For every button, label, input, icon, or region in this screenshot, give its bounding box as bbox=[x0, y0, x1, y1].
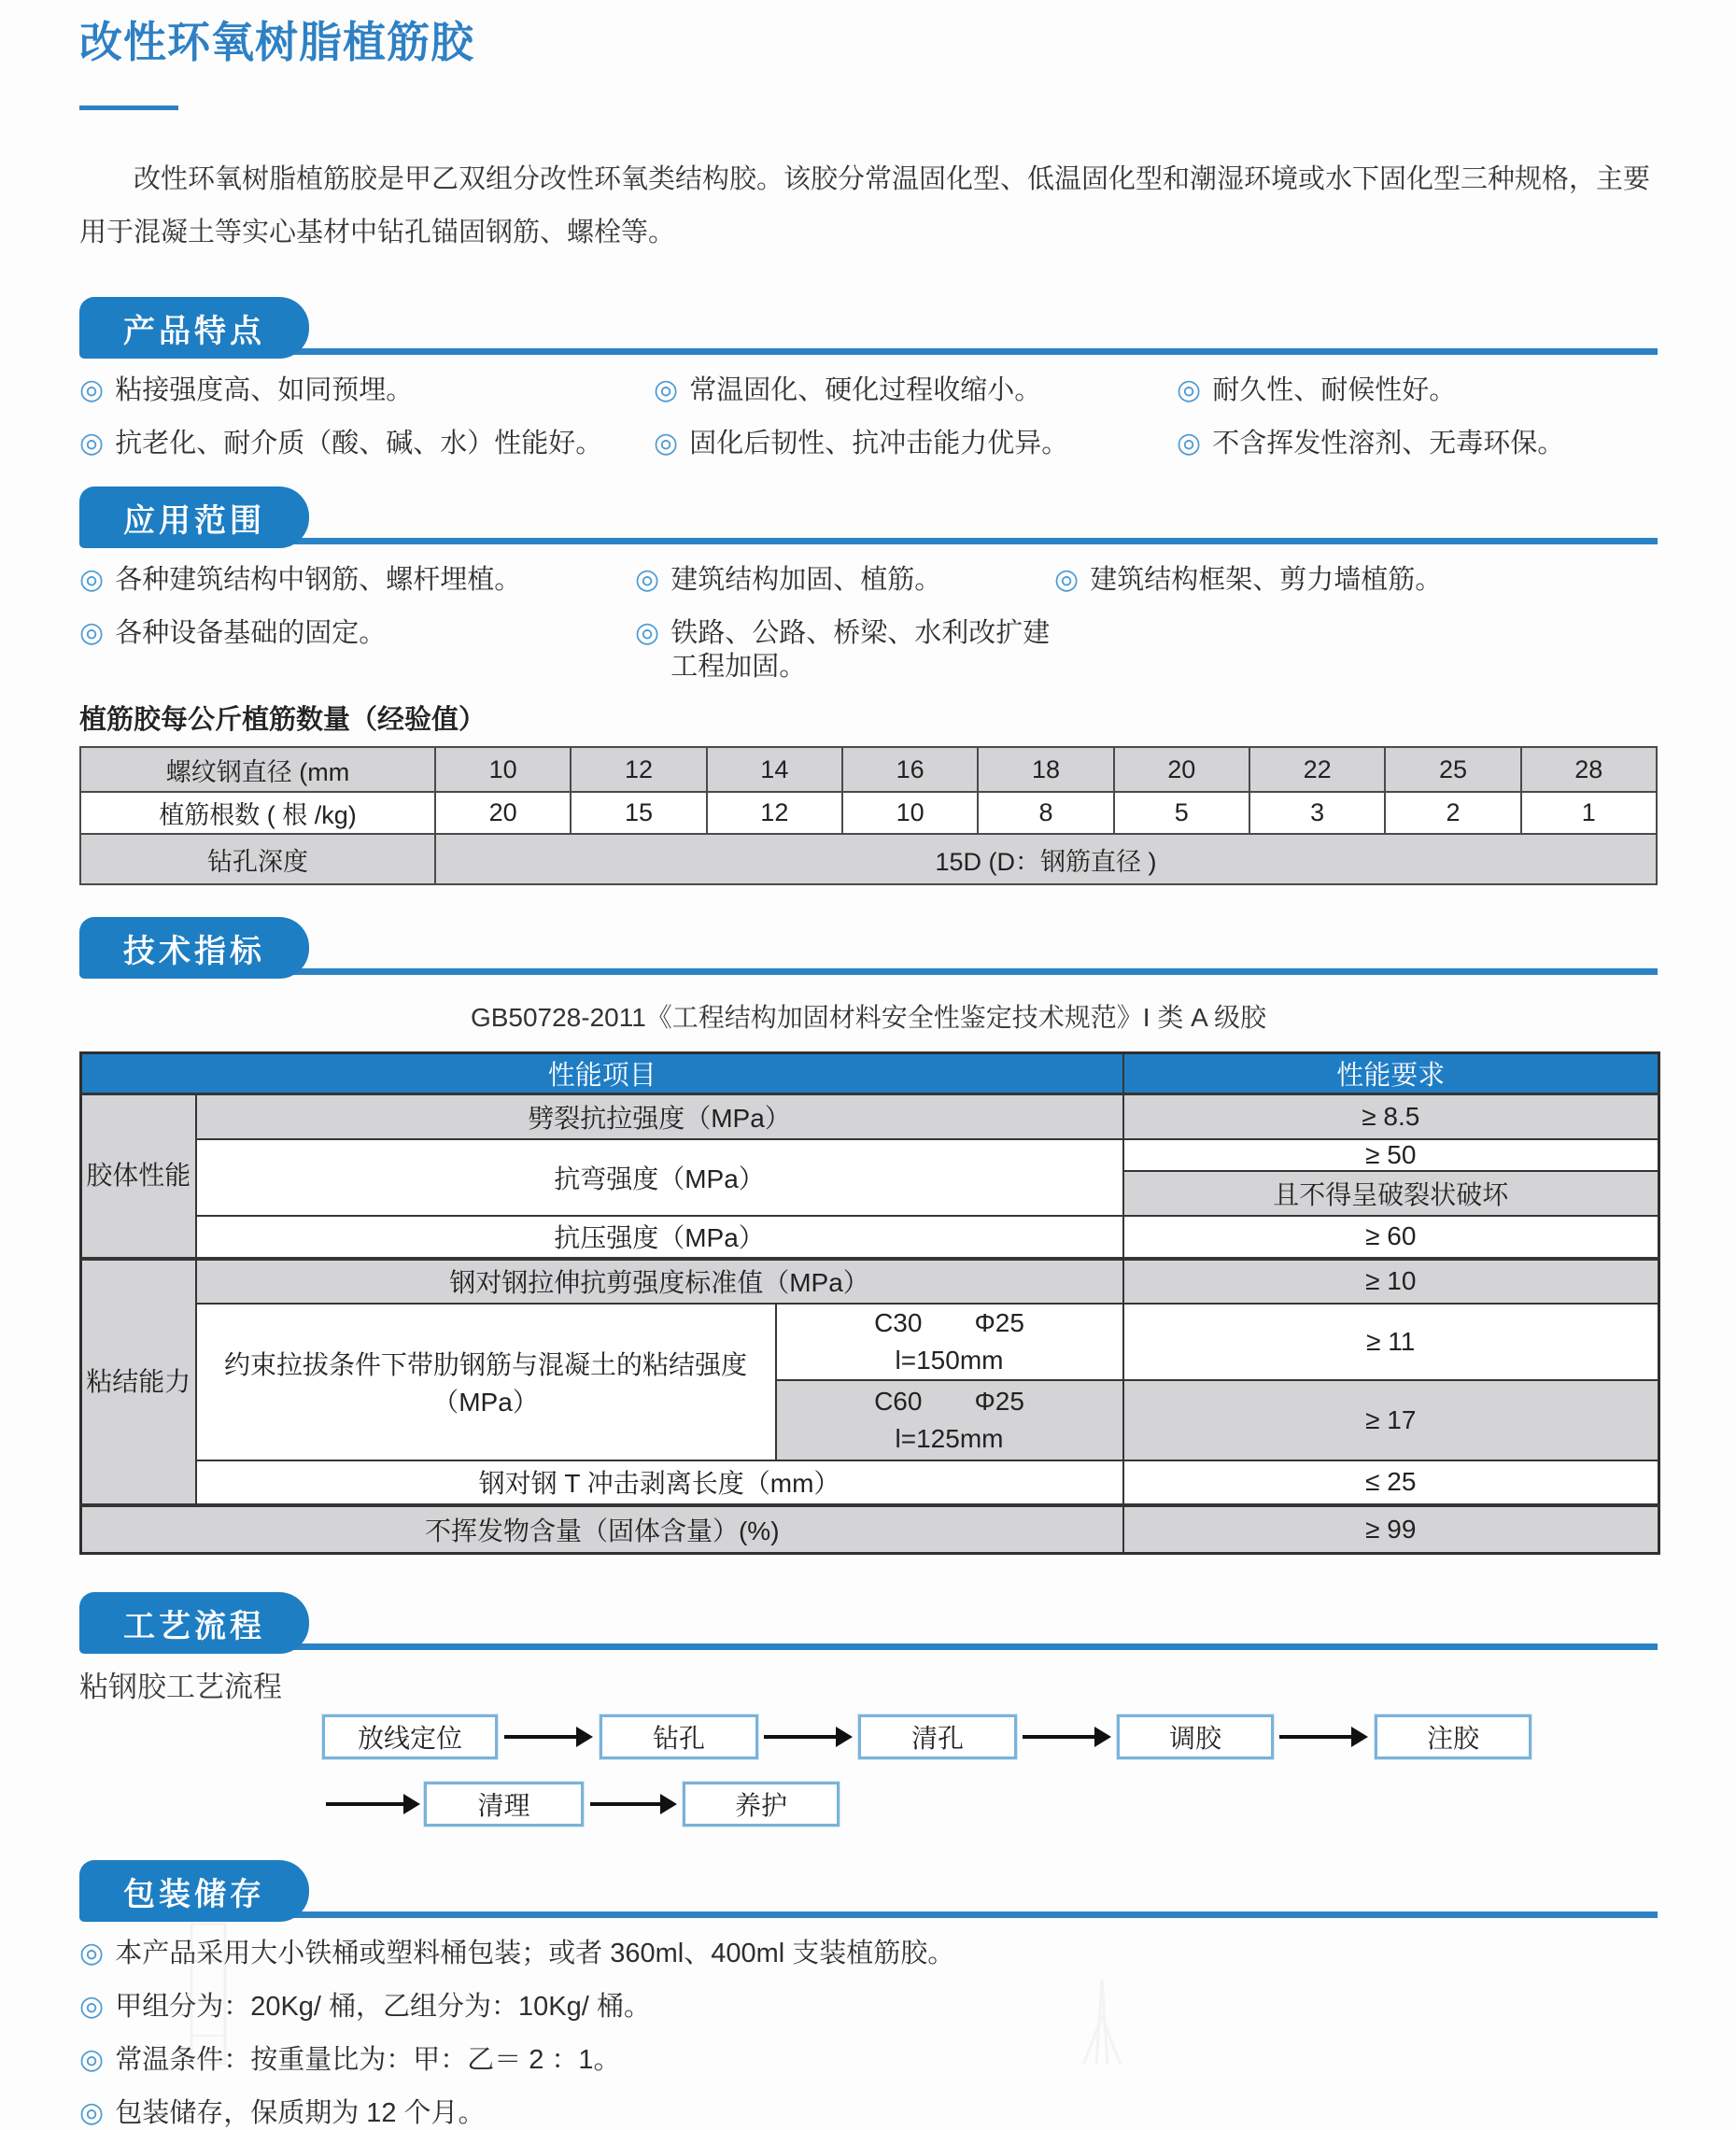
list-item bbox=[79, 2096, 1658, 2130]
table-row bbox=[80, 834, 1657, 884]
column-header: 性能要求 bbox=[1123, 1053, 1659, 1094]
bullet-icon: ◎ bbox=[635, 564, 660, 596]
title-underline bbox=[79, 106, 178, 110]
cell: 20 bbox=[1114, 747, 1249, 792]
flow-step: 清理 bbox=[424, 1782, 584, 1827]
list-item bbox=[79, 427, 654, 460]
cell: 8 bbox=[978, 792, 1113, 834]
bullet-icon: ◎ bbox=[79, 617, 105, 649]
feature-text: 抗老化、耐介质（酸、碱、水）性能好。 bbox=[115, 429, 603, 459]
cell: 25 bbox=[1385, 747, 1520, 792]
section-rule bbox=[79, 348, 1658, 355]
column-header: 性能项目 bbox=[81, 1053, 1123, 1094]
packaging-text: 甲组分为：20Kg/ 桶，乙组分为：10Kg/ 桶。 bbox=[115, 1992, 651, 2023]
intro-paragraph: 改性环氧树脂植筋胶是甲乙双组分改性环氧类结构胶。该胶分常温固化型、低温固化型和潮湿环境或水下固化型三种规格，主要用于混凝土等实心基材中钻孔锚固钢筋、螺栓等。 bbox=[79, 164, 1651, 248]
features-col-1 bbox=[79, 374, 654, 460]
flow-step: 调胶 bbox=[1117, 1714, 1274, 1759]
cell: 2 bbox=[1385, 792, 1520, 834]
process-subtitle: 粘钢胶工艺流程 bbox=[79, 1671, 282, 1704]
section-header-features bbox=[79, 297, 1658, 359]
applications-col-3 bbox=[1054, 563, 1658, 684]
feature-text: 不含挥发性溶剂、无毒环保。 bbox=[1212, 429, 1565, 459]
table-row bbox=[81, 1094, 1659, 1139]
section-header-process bbox=[79, 1592, 1658, 1654]
requirement-cell: ≥ 50 bbox=[1123, 1139, 1659, 1171]
process-badge: 工艺流程 bbox=[79, 1592, 309, 1654]
requirement-cell: ≥ 99 bbox=[1123, 1505, 1659, 1554]
features-badge: 产品特点 bbox=[79, 297, 309, 359]
cell: 20 bbox=[435, 792, 571, 834]
cell: 12 bbox=[707, 792, 842, 834]
bullet-icon: ◎ bbox=[79, 1991, 105, 2023]
condition-cell: C30 Φ25 l=150mm bbox=[776, 1304, 1123, 1380]
list-item bbox=[79, 374, 654, 407]
table-row bbox=[80, 792, 1657, 834]
section-rule bbox=[79, 1911, 1658, 1918]
requirement-cell: ≥ 10 bbox=[1123, 1259, 1659, 1304]
bullet-icon: ◎ bbox=[79, 2097, 105, 2129]
bullet-icon: ◎ bbox=[1177, 428, 1202, 459]
requirement-cell: ≥ 60 bbox=[1123, 1216, 1659, 1259]
rebar-count-table bbox=[79, 746, 1658, 885]
applications-col-2 bbox=[635, 563, 1054, 684]
section-header-applications bbox=[79, 487, 1658, 548]
application-text: 建筑结构框架、剪力墙植筋。 bbox=[1090, 565, 1443, 596]
property-cell: 约束拉拔条件下带肋钢筋与混凝土的粘结强度（MPa） bbox=[196, 1304, 776, 1460]
section-rule bbox=[79, 968, 1658, 975]
group-label: 胶体性能 bbox=[81, 1094, 196, 1259]
application-text: 铁路、公路、桥梁、水利改扩建工程加固。 bbox=[670, 618, 1051, 683]
packaging-text: 包装储存，保质期为 12 个月。 bbox=[115, 2098, 486, 2129]
section-header-packaging bbox=[79, 1860, 1658, 1922]
cell: 1 bbox=[1521, 792, 1657, 834]
bullet-icon: ◎ bbox=[79, 374, 105, 406]
row-header: 钻孔深度 bbox=[80, 834, 435, 884]
list-item bbox=[654, 427, 1177, 460]
features-col-3 bbox=[1177, 374, 1658, 460]
feature-text: 粘接强度高、如同预埋。 bbox=[115, 375, 414, 406]
requirement-cell: 且不得呈破裂状破坏 bbox=[1123, 1171, 1659, 1216]
requirement-cell: ≥ 11 bbox=[1123, 1304, 1659, 1380]
applications-badge: 应用范围 bbox=[79, 487, 309, 548]
specs-badge: 技术指标 bbox=[79, 917, 309, 979]
table-row bbox=[81, 1460, 1659, 1505]
bullet-icon: ◎ bbox=[79, 564, 105, 596]
row-header: 植筋根数 ( 根 /kg) bbox=[80, 792, 435, 834]
section-rule bbox=[79, 1643, 1658, 1650]
cell: 3 bbox=[1249, 792, 1385, 834]
list-item bbox=[79, 616, 635, 650]
list-item bbox=[1177, 427, 1658, 460]
feature-text: 常温固化、硬化过程收缩小。 bbox=[689, 375, 1042, 406]
requirement-cell: ≥ 17 bbox=[1123, 1380, 1659, 1460]
cell: 5 bbox=[1114, 792, 1249, 834]
application-text: 各种设备基础的固定。 bbox=[115, 618, 387, 649]
list-item bbox=[635, 616, 1054, 684]
list-item bbox=[1177, 374, 1658, 407]
requirement-cell: ≥ 8.5 bbox=[1123, 1094, 1659, 1139]
property-cell: 抗弯强度（MPa） bbox=[196, 1139, 1123, 1216]
flow-arrow-icon bbox=[326, 1802, 404, 1806]
list-item bbox=[79, 1990, 1658, 2024]
flow-step: 放线定位 bbox=[322, 1714, 498, 1759]
cell: 12 bbox=[571, 747, 706, 792]
flow-arrow-icon bbox=[590, 1802, 661, 1806]
packaging-badge: 包装储存 bbox=[79, 1860, 309, 1922]
table-row bbox=[80, 747, 1657, 792]
bullet-icon: ◎ bbox=[79, 428, 105, 459]
cell: 15D (D：钢筋直径 ) bbox=[435, 834, 1657, 884]
list-item bbox=[79, 2043, 1658, 2077]
packaging-text: 常温条件：按重量比为：甲：乙＝ 2 ：1。 bbox=[115, 2045, 621, 2076]
property-cell: 不挥发物含量（固体含量）(%) bbox=[81, 1505, 1123, 1554]
cell: 15 bbox=[571, 792, 706, 834]
property-cell: 钢对钢 T 冲击剥离长度（mm） bbox=[196, 1460, 1123, 1505]
application-text: 建筑结构加固、植筋。 bbox=[670, 565, 942, 596]
cell: 22 bbox=[1249, 747, 1385, 792]
feature-text: 固化后韧性、抗冲击能力优异。 bbox=[689, 429, 1069, 459]
applications-list bbox=[79, 563, 1658, 684]
bullet-icon: ◎ bbox=[654, 374, 679, 406]
flow-arrow-icon bbox=[504, 1735, 577, 1739]
cell: 16 bbox=[842, 747, 978, 792]
features-list bbox=[79, 374, 1658, 460]
flow-step: 养护 bbox=[683, 1782, 840, 1827]
cell: 10 bbox=[435, 747, 571, 792]
flow-arrow-icon bbox=[764, 1735, 837, 1739]
cell: 18 bbox=[978, 747, 1113, 792]
table-row bbox=[81, 1139, 1659, 1171]
flow-step: 清孔 bbox=[858, 1714, 1017, 1759]
table-row bbox=[81, 1259, 1659, 1304]
cell: 14 bbox=[707, 747, 842, 792]
table-row bbox=[81, 1505, 1659, 1554]
property-cell: 抗压强度（MPa） bbox=[196, 1216, 1123, 1259]
cell: 28 bbox=[1521, 747, 1657, 792]
property-cell: 钢对钢拉伸抗剪强度标准值（MPa） bbox=[196, 1259, 1123, 1304]
process-flowchart bbox=[79, 1714, 1658, 1834]
features-col-2 bbox=[654, 374, 1177, 460]
standard-note: GB50728-2011《工程结构加固材料安全性鉴定技术规范》I 类 A 级胶 bbox=[470, 1003, 1267, 1033]
row-header: 螺纹钢直径 (mm bbox=[80, 747, 435, 792]
rebar-table-title: 植筋胶每公斤植筋数量（经验值） bbox=[79, 705, 487, 736]
list-item bbox=[654, 374, 1177, 407]
bullet-icon: ◎ bbox=[635, 617, 660, 649]
cell: 10 bbox=[842, 792, 978, 834]
application-text: 各种建筑结构中钢筋、螺杆埋植。 bbox=[115, 565, 522, 596]
packaging-text: 本产品采用大小铁桶或塑料桶包装；或者 360ml、400ml 支装植筋胶。 bbox=[115, 1939, 955, 1969]
flow-arrow-icon bbox=[1279, 1735, 1352, 1739]
bullet-icon: ◎ bbox=[79, 1938, 105, 1969]
list-item bbox=[635, 563, 1054, 597]
section-header-specs bbox=[79, 917, 1658, 979]
applications-col-1 bbox=[79, 563, 635, 684]
flow-step: 注胶 bbox=[1375, 1714, 1531, 1759]
page-title: 改性环氧树脂植筋胶 bbox=[79, 18, 474, 66]
flow-arrow-icon bbox=[1023, 1735, 1095, 1739]
property-cell: 劈裂抗拉强度（MPa） bbox=[196, 1094, 1123, 1139]
flow-step: 钻孔 bbox=[600, 1714, 758, 1759]
table-row bbox=[81, 1216, 1659, 1259]
condition-cell: C60 Φ25 l=125mm bbox=[776, 1380, 1123, 1460]
table-row bbox=[81, 1053, 1659, 1094]
section-rule bbox=[79, 538, 1658, 544]
spec-table bbox=[79, 1051, 1660, 1555]
bullet-icon: ◎ bbox=[654, 428, 679, 459]
list-item bbox=[79, 563, 635, 597]
group-label: 粘结能力 bbox=[81, 1259, 196, 1505]
requirement-cell: ≤ 25 bbox=[1123, 1460, 1659, 1505]
list-item bbox=[79, 1937, 1658, 1970]
table-row bbox=[81, 1304, 1659, 1380]
packaging-list bbox=[79, 1937, 1658, 2130]
bullet-icon: ◎ bbox=[1054, 564, 1080, 596]
bullet-icon: ◎ bbox=[79, 2044, 105, 2076]
bullet-icon: ◎ bbox=[1177, 374, 1202, 406]
feature-text: 耐久性、耐候性好。 bbox=[1212, 375, 1457, 406]
list-item bbox=[1054, 563, 1658, 597]
